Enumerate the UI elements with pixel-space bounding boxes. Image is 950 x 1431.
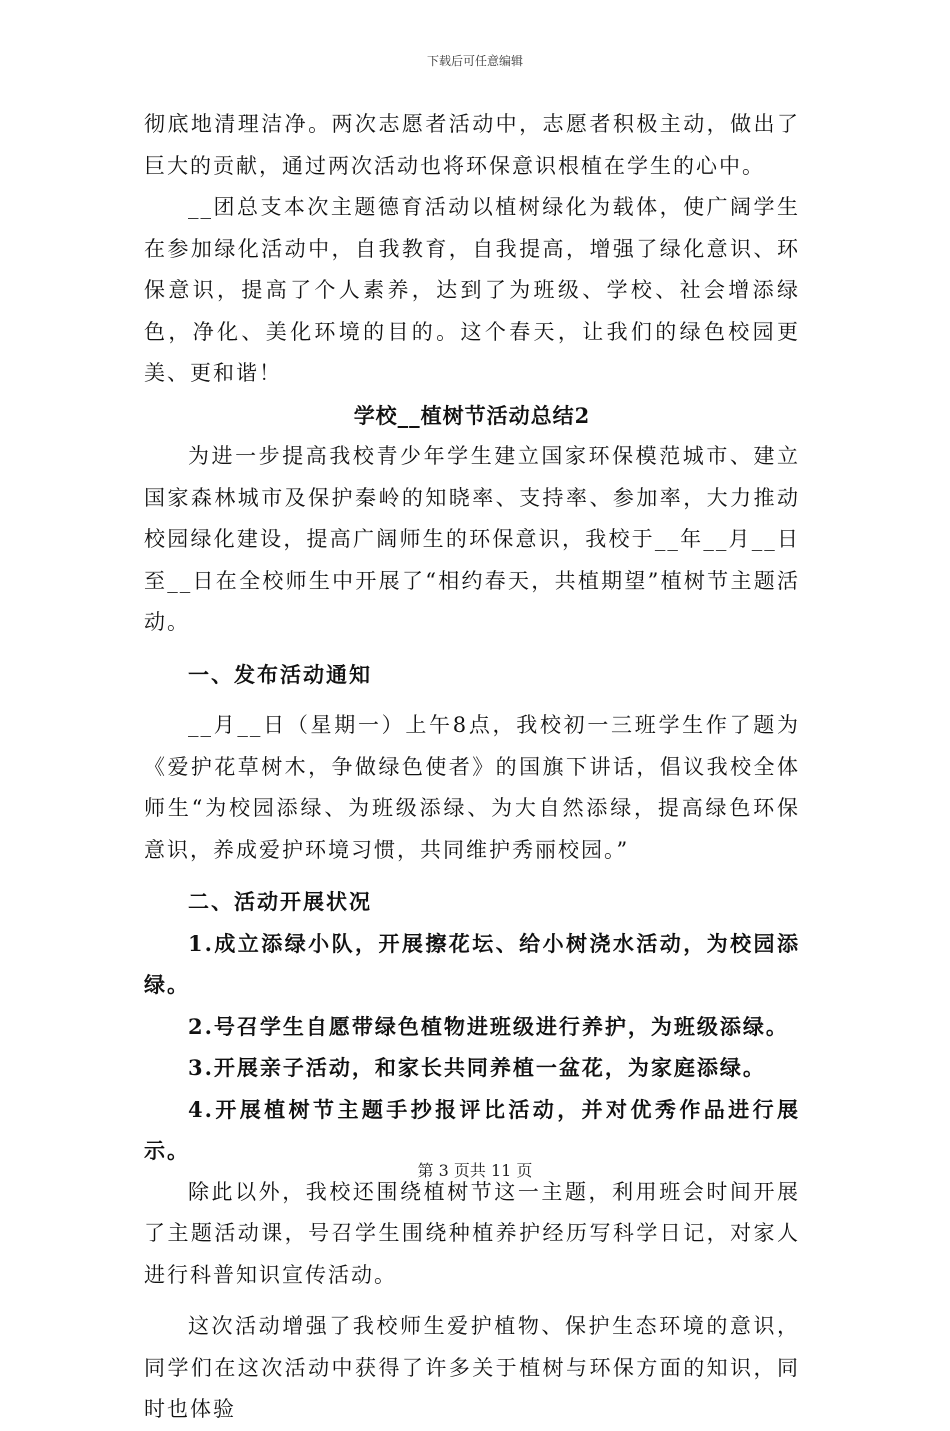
- paragraph-notice: __月__日（星期一）上午8点，我校初一三班学生作了题为《爱护花草树木，争做绿色使者》的国旗下讲话，倡议我校全体师生“为校园添绿、为班级添绿、为大自然添绿，提高绿色环保意识，养成爱护环境习惯，共同维护秀丽校园。”: [144, 713, 800, 862]
- list-item: 2.号召学生自愿带绿色植物进班级进行养护，为班级添绿。: [188, 1013, 789, 1039]
- paragraph-conclusion: 这次活动增强了我校师生爱护植物、保护生态环境的意识，同学们在这次活动中获得了许多关于植树与环保方面的知识，同时也体验: [144, 1314, 800, 1421]
- list-item: 3.开展亲子活动，和家长共同养植一盆花，为家庭添绿。: [188, 1055, 766, 1080]
- paragraph-summary: __团总支本次主题德育活动以植树绿化为载体，使广阔学生在参加绿化活动中，自我教育，自我提高，增强了绿化意识、环保意识，提高了个人素养，达到了为班级、学校、社会增添绿色，净化、美化环境的目的。这个春天，让我们的绿色校园更美、更和谐！: [144, 195, 800, 385]
- page-number: 第 3 页共 11 页: [417, 1161, 533, 1180]
- list-item: 4.开展植树节主题手抄报评比活动，并对优秀作品进行展示。: [144, 1096, 800, 1163]
- paragraph-extra: 除此以外，我校还围绕植树节这一主题，利用班会时间开展了主题活动课，号召学生围绕种植养护经历写科学日记，对家人进行科普知识宣传活动。: [144, 1179, 800, 1287]
- section-title: 学校__植树节活动总结2: [353, 402, 591, 428]
- heading-status: 二、活动开展状况: [188, 889, 372, 914]
- page-header-note: 下载后可任意编辑: [426, 54, 523, 68]
- heading-notice: 一、发布活动通知: [188, 661, 372, 687]
- paragraph-intro: 为进一步提高我校青少年学生建立国家环保模范城市、建立国家森林城市及保护秦岭的知晓率、支持率、参加率，大力推动校园绿化建设，提高广阔师生的环保意识，我校于__年__月__日至__日在全校师生中开展了“相约春天，共植期望”植树节主题活动。: [144, 444, 800, 634]
- paragraph-continuation: 彻底地清理洁净。两次志愿者活动中，志愿者积极主动，做出了巨大的贡献，通过两次活动也将环保意识根植在学生的心中。: [144, 112, 800, 178]
- list-item: 1.成立添绿小队，开展擦花坛、给小树浇水活动，为校园添绿。: [144, 930, 800, 997]
- document-body: [144, 104, 800, 1431]
